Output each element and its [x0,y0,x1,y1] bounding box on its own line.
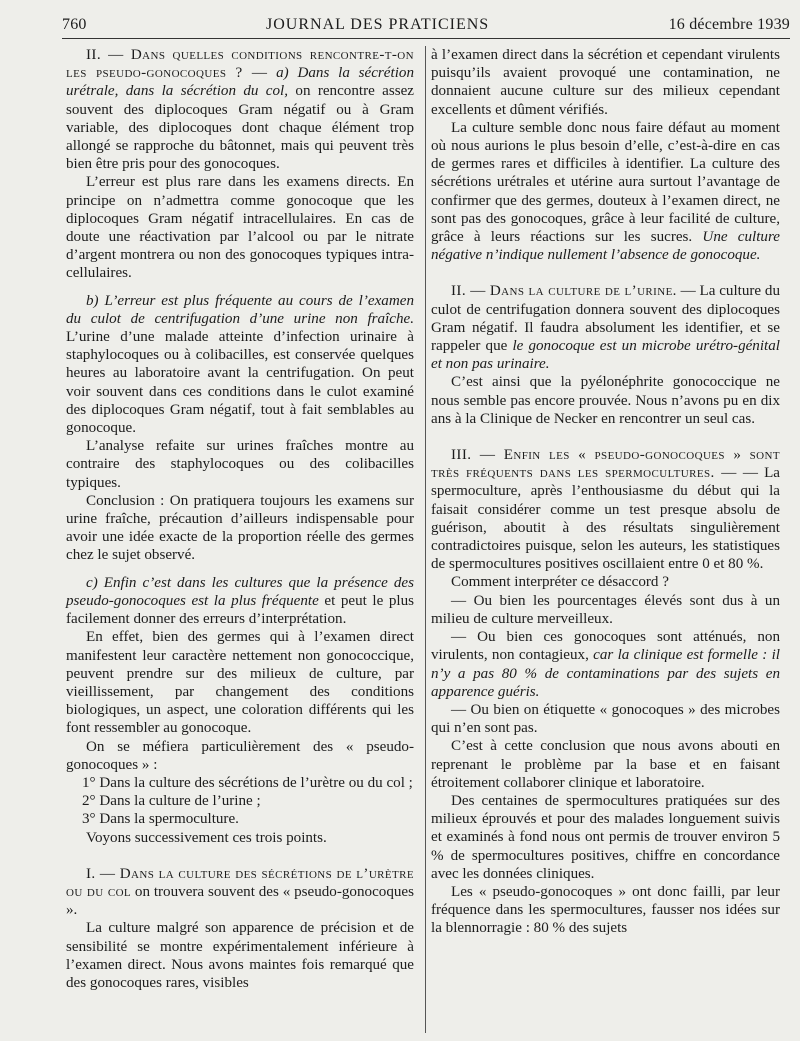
list-item: 3° Dans la spermoculture. [82,811,239,828]
paragraph-c [66,574,414,629]
page-number: 760 [62,16,87,33]
paragraph: — Ou bien on étiquette « gonocoques » des microbes qui n’en sont pas. [431,701,780,737]
italic-subheading: b) L’erreur est plus fréquente au cours de l’examen du culot de centrifugation d’une urine non fraîche. [66,292,414,327]
italic-subheading: c) Enfin c’est dans les cultures que la présence des pseudo-gonocoques est la plus fréquente [66,574,414,609]
journal-title: JOURNAL DES PRATICIENS [266,16,490,33]
list-item: 1° Dans la culture des sécrétions de l’urètre ou du col ; [82,774,413,791]
right-column [431,46,780,938]
italic-emphasis: le gonocoque est un microbe urétro-génital et non pas urinaire. [431,338,780,373]
left-column [66,46,414,992]
paragraph [431,628,780,701]
section-heading: III. — Enfin les « pseudo-gonocoques » sont très fréquents dans les spermocultures. — [431,447,780,482]
section-ii-urine [431,282,780,373]
paragraph: On se méfiera particulièrement des « pseudo-gonocoques » : [66,738,414,773]
paragraph-text: — Ou bien ces gonocoques sont atténués, non virulents, non contagieux, [431,629,780,664]
section-ii-intro [66,46,414,173]
section-heading: II. — Dans quelles conditions rencontre-t-on les pseudo-gonocoques ? — [66,47,414,82]
paragraph [431,119,780,265]
issue-date: 16 décembre 1939 [668,16,790,33]
paragraph-text: L’urine d’une malade atteinte d’infection urinaire à staphylocoques ou à colibacilles, est conservée quelques heures au laboratoire avant la centrifugation. On peut voir souvent dans ces conditions dans le culot examiné des diplocoques Gram négatif, tout à fait semblables au gonocoque. [66,329,414,437]
section-i [66,865,414,920]
section-heading: I. — Dans la culture des sécrétions de l’urètre ou du col [66,865,414,900]
paragraph-text: — La culture du culot de centrifugation donnera souvent des diplocoques Gram négatif. Il faudra absolument les identifier, et se rappeler que [431,283,780,355]
list-item: 2° Dans la culture de l’urine ; [82,793,261,810]
paragraph: L’erreur est plus rare dans les examens directs. En principe on n’admettra comme gonocoque que les diplocoques Gram négatif intracellulaires. En cas de doute une réactivation par l’alcool ou par le nitrate d’argent montrera ou non des gonocoques typiques intra-cellulaires. [66,174,414,282]
paragraph: La culture malgré son apparence de précision et de sensibilité se montre expérimentalement inférieure à l’examen direct. Nous avons maintes fois remarqué que des gonocoques rares, visibles [66,920,414,991]
header-rule [62,38,790,39]
page-header [62,16,790,34]
italic-subheading: a) Dans la sécrétion urétrale, dans la sécrétion du col, [66,65,414,100]
paragraph: — Ou bien les pourcentages élevés sont dus à un milieu de culture merveilleux. [431,592,780,627]
paragraph: Des centaines de spermocultures pratiquées sur des milieux éprouvés et pour des malades longuement suivis et examinés à fond nous ont permis de trouver environ 5 % de spermocultures positives, chiffre en concordance avec les données cliniques. [431,792,780,882]
paragraph: L’analyse refaite sur urines fraîches montre au contraire des staphylocoques ou des colibacilles typiques. [66,438,414,491]
paragraph-text: La culture semble donc nous faire défaut au moment où nous aurions le plus besoin d’elle, c’est-à-dire en cas de germes rares et difficiles à identifier. La culture des sécrétions urétrales et utérine aura surtout l’avantage de confirmer que des germes, douteux à l’examen direct, ne sont pas des gonocoques, grâce à leur facilité de culture, grâce à leurs réactions sur les sucres. [431,119,780,246]
paragraph-text: on rencontre assez souvent des diplocoques Gram négatif ou à Gram variable, des diplocoques dont chaque élément trop allongé se rapproche du bâtonnet, mais qui peuvent très bien être pris pour des gonocoques. [66,83,415,173]
paragraph-text: et peut le plus facilement donner des erreurs d’interprétation. [66,592,414,628]
paragraph: C’est à cette conclusion que nous avons abouti en reprenant le problème par la base et en faisant étroitement collaborer clinique et laboratoire. [431,738,780,791]
italic-emphasis: Une culture négative n’indique nullement l’absence de gonocoque. [431,229,780,264]
paragraph-conclusion: Conclusion : On pratiquera toujours les examens sur urine fraîche, précaution d’ailleurs indispensable pour avoir une idée exacte de la proportion réelle des germes chez le sujet observé. [66,492,414,564]
paragraph: Comment interpréter ce désaccord ? [451,574,669,591]
section-heading: II. — Dans la culture de l’urine. [451,283,677,300]
paragraph-text: on trouvera souvent des « pseudo-gonocoques ». [66,883,414,919]
section-iii [431,446,780,573]
paragraph: En effet, bien des germes qui à l’examen direct manifestent leur caractère nettement non gonococcique, peuvent prendre sur des milieux de culture, par vieillissement, par changement des conditions biologiques, un aspect, une coloration différents qui les font ressembler au gonocoque. [66,629,414,737]
italic-emphasis: car la clinique est formelle : il n’y a pas 80 % de contaminations par des sujets en apparence guéris. [431,647,780,700]
paragraph: à l’examen direct dans la sécrétion et cependant virulents puisqu’ils avaient provoqué une contamination, ne donnaient aucune culture sur des milieux cependant excellents et dûment vérifiés. [431,47,780,118]
paragraph: Les « pseudo-gonocoques » ont donc failli, par leur fréquence dans les spermocultures, fausser nos idées sur la blennorragie : 80 % des sujets [431,883,780,937]
column-divider [425,46,426,1033]
paragraph-text: — La spermoculture, après l’enthousiasme du début qui la faisait considérer comme un test presque absolu de guérison, aboutit à des résultats singulièrement contradictoires puisque, selon les auteurs, les statistiques de spermocultures positives oscillaient entre 0 et 80 %. [431,465,781,573]
paragraph: C’est ainsi que la pyélonéphrite gonococcique ne nous semble pas encore prouvée. Nous n’avons pu en dix ans à la Clinique de Necker en rencontrer un seul cas. [431,374,780,427]
paragraph-b [66,292,414,438]
paragraph: Voyons successivement ces trois points. [86,829,327,846]
